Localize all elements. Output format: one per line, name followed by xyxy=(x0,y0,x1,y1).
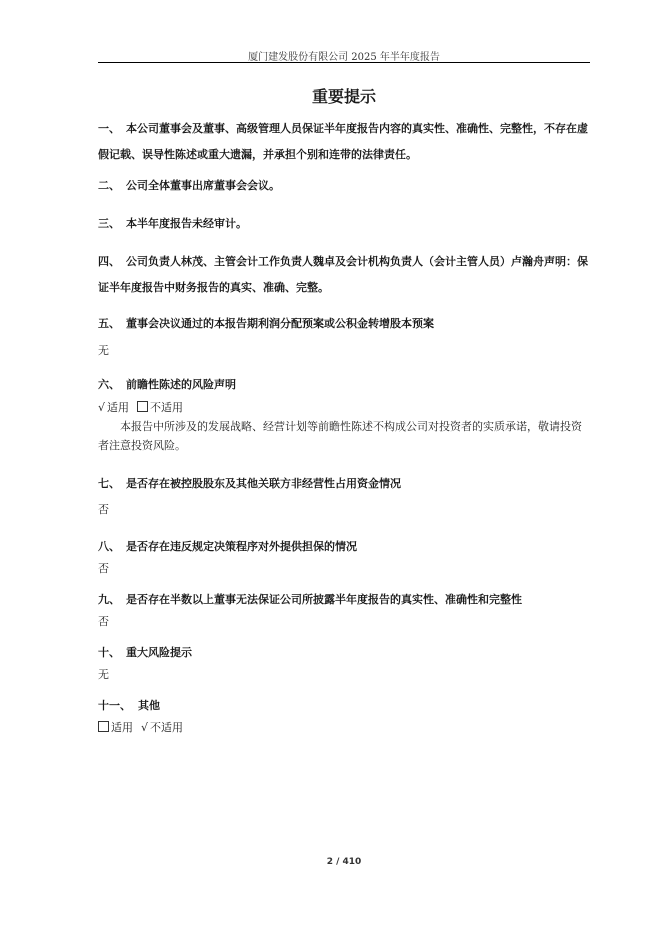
section-7-text: 是否存在被控股股东及其他关联方非经营性占用资金情况 xyxy=(126,477,401,490)
section-1-number: 一、 xyxy=(98,122,120,135)
section-10 xyxy=(98,640,592,666)
section-7-number: 七、 xyxy=(98,477,120,490)
checkmark-icon: √ xyxy=(98,401,106,414)
section-5-text: 董事会决议通过的本报告期利润分配预案或公积金转增股本预案 xyxy=(126,317,434,330)
section-6-body: 本报告中所涉及的发展战略、经营计划等前瞻性陈述不构成公司对投资者的实质承诺，敬请投资者注意投资风险。 xyxy=(98,420,582,452)
section-10-text: 重大风险提示 xyxy=(126,646,192,659)
section-9-answer: 否 xyxy=(98,615,109,628)
not-applicable-label: 不适用 xyxy=(150,721,184,734)
section-8-number: 八、 xyxy=(98,540,120,553)
section-11-text: 其他 xyxy=(138,699,160,712)
section-2-text: 公司全体董事出席董事会会议。 xyxy=(126,179,280,192)
section-6 xyxy=(98,372,592,398)
section-9 xyxy=(98,587,592,613)
section-10-answer: 无 xyxy=(98,668,109,681)
section-3 xyxy=(98,211,592,237)
section-10-number: 十、 xyxy=(98,646,120,659)
section-5-answer: 无 xyxy=(98,344,109,357)
empty-checkbox-icon xyxy=(137,401,148,412)
page-header-title: 厦门建发股份有限公司 2025 年半年度报告 xyxy=(248,52,440,63)
header-divider xyxy=(98,62,590,63)
section-11 xyxy=(98,693,592,719)
checkmark-icon: √ xyxy=(141,721,149,734)
section-1-text: 本公司董事会及董事、高级管理人员保证半年度报告内容的真实性、准确性、完整性，不存在虚假记载、误导性陈述或重大遗漏，并承担个别和连带的法律责任。 xyxy=(98,122,588,161)
section-6-applicability xyxy=(98,398,590,417)
section-6-number: 六、 xyxy=(98,378,120,391)
section-2 xyxy=(98,173,592,199)
section-7 xyxy=(98,471,592,497)
section-8 xyxy=(98,534,592,560)
section-3-text: 本半年度报告未经审计。 xyxy=(126,217,247,230)
section-8-text: 是否存在违反规定决策程序对外提供担保的情况 xyxy=(126,540,357,553)
not-applicable-label: 不适用 xyxy=(150,401,184,414)
section-9-number: 九、 xyxy=(98,593,120,606)
section-3-number: 三、 xyxy=(98,217,120,230)
section-5 xyxy=(98,311,592,337)
section-11-number: 十一、 xyxy=(98,699,131,712)
section-1 xyxy=(98,116,592,168)
section-7-answer: 否 xyxy=(98,503,109,516)
section-6-text: 前瞻性陈述的风险声明 xyxy=(126,378,236,391)
section-4-text: 公司负责人林茂、主管会计工作负责人魏卓及会计机构负责人（会计主管人员）卢瀚舟声明：保证半年度报告中财务报告的真实、准确、完整。 xyxy=(98,255,588,294)
section-2-number: 二、 xyxy=(98,179,120,192)
section-9-text: 是否存在半数以上董事无法保证公司所披露半年度报告的真实性、准确性和完整性 xyxy=(126,593,522,606)
page-number: 2 / 410 xyxy=(326,857,362,867)
section-11-applicability xyxy=(98,718,590,737)
section-8-answer: 否 xyxy=(98,562,109,575)
empty-checkbox-icon xyxy=(98,721,109,732)
applicable-label: 适用 xyxy=(111,721,133,734)
section-4-number: 四、 xyxy=(98,255,120,268)
section-4 xyxy=(98,249,592,301)
document-title: 重要提示 xyxy=(311,87,376,106)
section-5-number: 五、 xyxy=(98,317,120,330)
applicable-label: 适用 xyxy=(107,401,130,414)
